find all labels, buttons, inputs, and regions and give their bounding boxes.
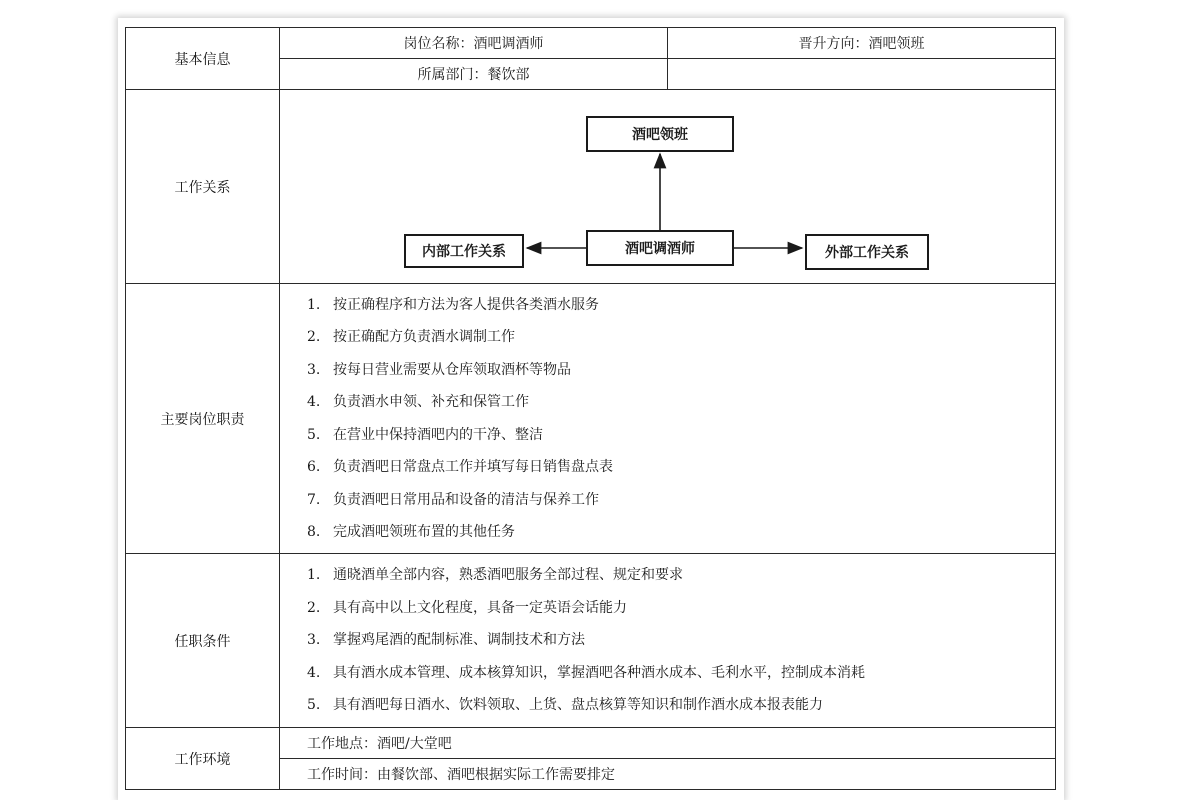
list-item: 2. 按正确配方负责酒水调制工作 (307, 329, 515, 345)
list-item: 8. 完成酒吧领班布置的其他任务 (307, 524, 515, 540)
self-box: 酒吧调酒师 (586, 230, 734, 266)
work-relations-label: 工作关系 (126, 90, 280, 284)
qualifications-label: 任职条件 (126, 554, 280, 728)
duties-label: 主要岗位职责 (126, 284, 280, 554)
job-description-table (125, 27, 1056, 790)
list-item: 7. 负责酒吧日常用品和设备的清洁与保养工作 (307, 491, 599, 508)
duties-list (280, 289, 1055, 549)
org-diagram (280, 90, 1056, 282)
duties-cell (280, 284, 1056, 554)
external-relations-box: 外部工作关系 (805, 234, 929, 270)
environment-label: 工作环境 (126, 728, 280, 790)
list-item: 3. 掌握鸡尾酒的配制标准、调制技术和方法 (307, 632, 585, 649)
basic-info-label: 基本信息 (126, 28, 280, 90)
qualifications-cell (280, 554, 1056, 728)
position-name: 岗位名称：酒吧调酒师 (280, 28, 668, 59)
list-item: 1. 通晓酒单全部内容，熟悉酒吧服务全部过程、规定和要求 (307, 567, 683, 584)
work-hours: 工作时间：由餐饮部、酒吧根据实际工作需要排定 (280, 759, 1056, 790)
list-item: 5. 具有酒吧每日酒水、饮料领取、上货、盘点核算等知识和制作酒水成本报表能力 (307, 697, 823, 714)
internal-relations-box: 内部工作关系 (404, 234, 524, 268)
supervisor-box: 酒吧领班 (586, 116, 734, 152)
list-item: 4. 具有酒水成本管理、成本核算知识，掌握酒吧各种酒水成本、毛利水平，控制成本消耗 (307, 664, 865, 681)
list-item: 5. 在营业中保持酒吧内的干净、整洁 (307, 426, 543, 443)
list-item: 6. 负责酒吧日常盘点工作并填写每日销售盘点表 (307, 459, 613, 475)
list-item: 1. 按正确程序和方法为客人提供各类酒水服务 (307, 296, 599, 313)
list-item: 2. 具有高中以上文化程度，具备一定英语会话能力 (307, 599, 627, 616)
document-page (118, 18, 1064, 800)
list-item: 4. 负责酒水申领、补充和保管工作 (307, 394, 529, 410)
org-diagram-cell (280, 90, 1056, 284)
work-location: 工作地点：酒吧/大堂吧 (280, 728, 1056, 759)
department: 所属部门：餐饮部 (280, 59, 668, 90)
empty-cell (668, 59, 1056, 90)
list-item: 3. 按每日营业需要从仓库领取酒杯等物品 (307, 361, 571, 378)
promotion-direction: 晋升方向：酒吧领班 (668, 28, 1056, 59)
qualifications-list (280, 559, 1055, 722)
